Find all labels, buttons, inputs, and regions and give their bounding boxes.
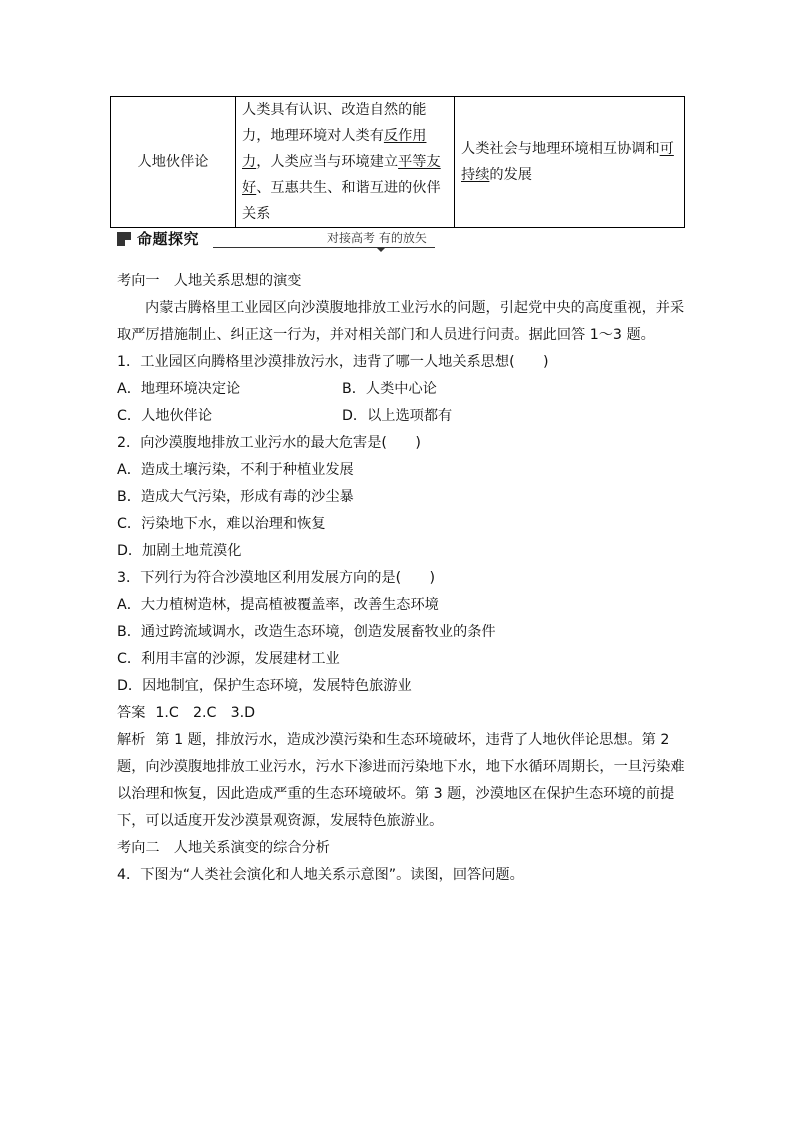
divider-pointer-icon (377, 248, 385, 252)
question-1-options-row-1 (117, 376, 687, 403)
section-subtitle: 对接高考 有的放矢 (327, 231, 427, 245)
question-4: 4．下图为“人类社会演化和人地关系示意图”。读图，回答问题。 (117, 867, 524, 883)
option-1d: D．以上选项都有 (342, 408, 453, 424)
view-underlined-1: 反作用力 (242, 128, 427, 170)
theory-table (110, 96, 685, 228)
analysis-label: 解析 (117, 732, 146, 748)
option-3b: B．通过跨流域调水，改造生态环境，创造发展畜牧业的条件 (117, 624, 496, 640)
answer-line (117, 700, 687, 727)
answer-text: 1.C 2.C 3.D (155, 705, 256, 721)
option-2d: D．加剧土地荒漠化 (117, 543, 242, 559)
section-marker-icon (117, 232, 131, 246)
content-body (117, 268, 687, 889)
option-2c: C．污染地下水，难以治理和恢复 (117, 516, 326, 532)
goal-text-1: 人类社会与地理环境相互协调和 (461, 141, 660, 157)
question-1: 1．工业园区向腾格里沙漠排放污水，违背了哪一人地关系思想( ) (117, 354, 549, 370)
section-header (117, 227, 437, 255)
direction-1-title: 人地关系思想的演变 (173, 273, 302, 289)
theory-name-cell (111, 97, 236, 228)
section-title: 命题探究 (137, 230, 200, 248)
option-3d: D．因地制宜，保护生态环境，发展特色旅游业 (117, 678, 412, 694)
question-1-options-row-2 (117, 403, 687, 430)
option-3c: C．利用丰富的沙源，发展建材工业 (117, 651, 340, 667)
section-divider (213, 247, 435, 248)
goal-text-2: 的发展 (489, 167, 532, 183)
direction-1-label: 考向一 (117, 273, 160, 289)
theory-view-cell (236, 97, 455, 228)
question-2: 2．向沙漠腹地排放工业污水的最大危害是( ) (117, 435, 421, 451)
option-2a: A．造成土壤污染，不利于种植业发展 (117, 462, 354, 478)
analysis-paragraph (117, 727, 687, 835)
goal-underlined: 可持续 (461, 141, 674, 183)
question-3: 3．下列行为符合沙漠地区利用发展方向的是( ) (117, 570, 436, 586)
theory-goal-cell (455, 97, 685, 228)
option-3a: A．大力植树造林，提高植被覆盖率，改善生态环境 (117, 597, 439, 613)
analysis-text: 第 1 题，排放污水，造成沙漠污染和生态环境破坏，违背了人地伙伴论思想。第 2 题，向沙漠腹地排放工业污水，污水下渗进而污染地下水，地下水循环周期长，一旦污染难以治理和恢复，因此造成严重的生态环境破坏。第 3 题，沙漠地区在保护生态环境的前提下，可以适度开发沙漠景观资源，发展特色旅游业。 (117, 732, 685, 829)
direction-2-label: 考向二 (117, 840, 160, 856)
direction-2-title: 人地关系演变的综合分析 (173, 840, 330, 856)
view-text-3: 、互惠共生、和谐互进的伙伴关系 (242, 180, 441, 222)
table-row (111, 97, 685, 228)
option-1a: A．地理环境决定论 (117, 381, 241, 397)
direction-2-heading (117, 835, 687, 862)
theory-name: 人地伙伴论 (137, 154, 209, 170)
option-1b: B．人类中心论 (342, 381, 437, 397)
option-2b: B．造成大气污染，形成有毒的沙尘暴 (117, 489, 354, 505)
view-text-2: ，人类应当与环境建立 (256, 154, 399, 170)
question-stem: 内蒙古腾格里工业园区向沙漠腹地排放工业污水的问题，引起党中央的高度重视，并采取严厉措施制止、纠正这一行为，并对相关部门和人员进行问责。据此回答 1～3 题。 (117, 300, 685, 343)
view-underlined-2: 平等友好 (242, 154, 441, 196)
option-1c: C．人地伙伴论 (117, 408, 213, 424)
direction-1-heading (117, 268, 687, 295)
view-text-1: 人类具有认识、改造自然的能力，地理环境对人类有 (242, 102, 427, 144)
answer-label: 答案 (117, 705, 146, 721)
